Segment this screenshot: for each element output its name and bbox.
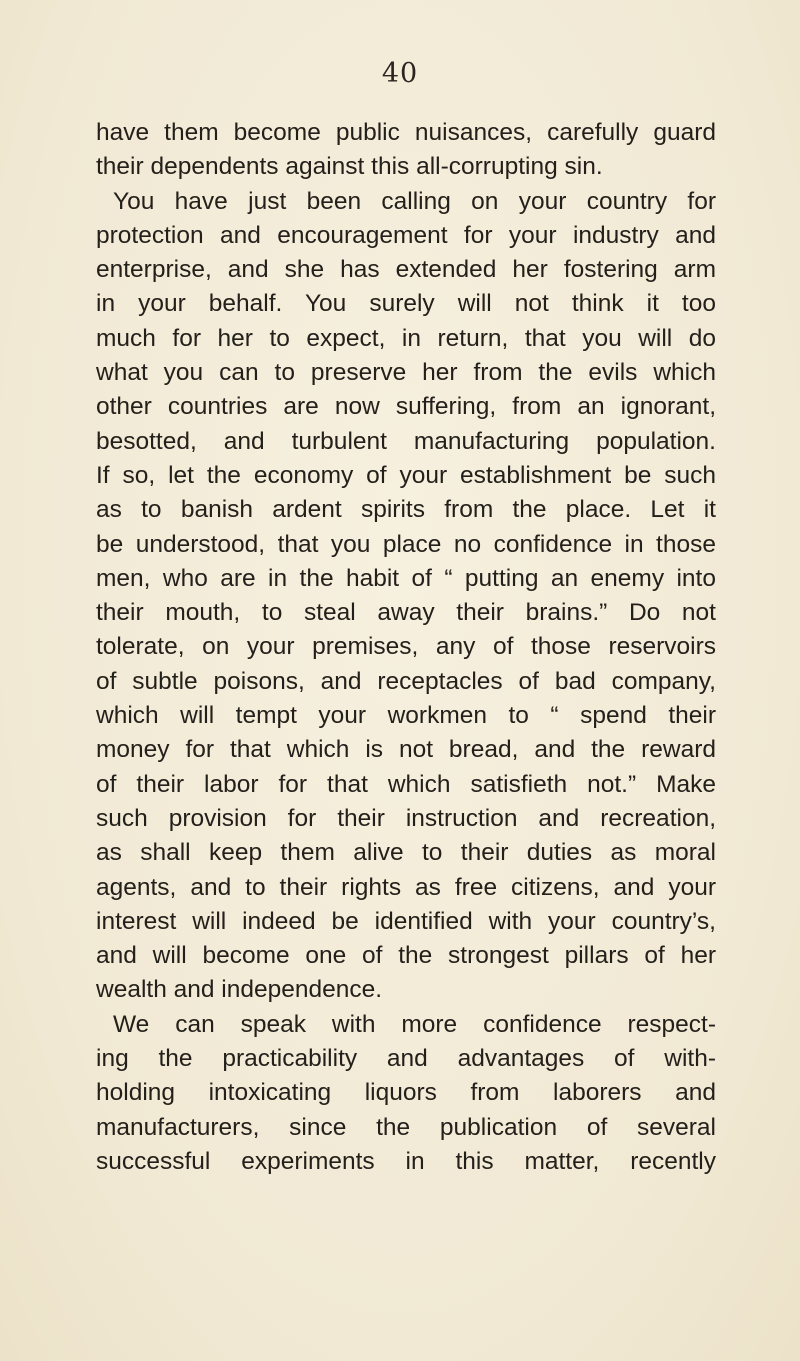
text-line: other countries are now suffering, from an ignorant, [96,393,716,421]
text-line: and will become one of the strongest pillars of her [96,942,716,970]
text-line: agents, and to their rights as free citizens, and your [96,873,716,901]
text-line: as shall keep them alive to their duties as moral [96,839,716,867]
text-line: what you can to preserve her from the evils which [96,359,716,387]
text-line: of subtle poisons, and receptacles of bad company, [96,667,716,695]
text-line: which will tempt your workmen to “ spend their [96,702,716,730]
page-number: 40 [381,58,419,89]
text-line: their mouth, to steal away their brains.” Do not [96,599,716,627]
text-line: interest will indeed be identified with your country’s, [96,907,716,935]
text-line: men, who are in the habit of “ putting an enemy into [96,564,716,592]
text-line: wealth and independence. [96,976,383,1004]
text-line: money for that which is not bread, and the reward [96,736,716,764]
text-line: tolerate, on your premises, any of those reservoirs [96,633,716,661]
text-line: besotted, and turbulent manufacturing population. [96,427,716,455]
text-line: If so, let the economy of your establishment be such [96,461,716,489]
text-line: We can speak with more confidence respect- [113,1010,716,1038]
text-line: ing the practicability and advantages of with- [96,1045,716,1073]
text-line: You have just been calling on your country for [113,187,716,215]
text-line: successful experiments in this matter, recently [96,1147,716,1175]
text-line: in your behalf. You surely will not think it too [96,290,716,318]
text-line: enterprise, and she has extended her fostering arm [96,256,716,284]
text-line: have them become public nuisances, carefully guard [96,119,716,146]
text-line: their dependents against this all-corrupting sin. [96,153,603,181]
text-line: as to banish ardent spirits from the place. Let it [96,496,716,524]
body-text [96,116,716,1179]
text-line: manufacturers, since the publication of several [96,1113,716,1141]
text-line: be understood, that you place no confidence in those [96,530,716,558]
text-line: holding intoxicating liquors from laborers and [96,1079,716,1107]
text-line: such provision for their instruction and recreation, [96,804,716,832]
text-line: of their labor for that which satisfieth not.” Make [96,770,716,798]
text-line: protection and encouragement for your industry and [96,221,716,249]
text-line: much for her to expect, in return, that you will do [96,324,716,352]
